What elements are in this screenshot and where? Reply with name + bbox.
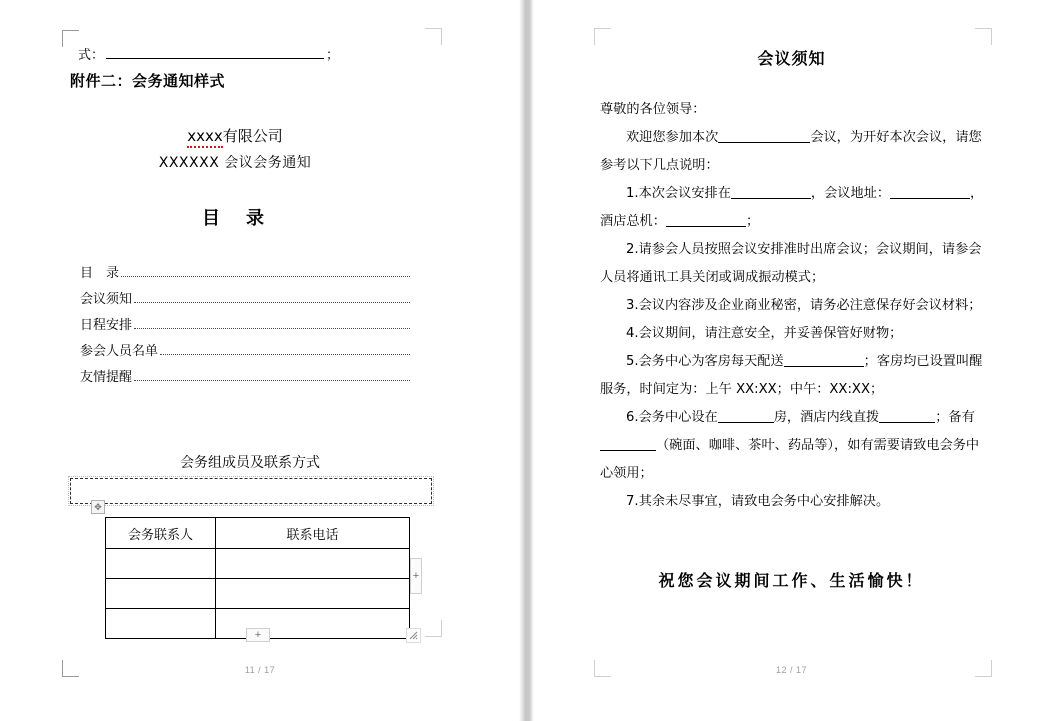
column-header-contact: 会务联系人 [106, 518, 216, 549]
company-name-suffix: 有限公司 [222, 127, 283, 145]
toc-leader-dots [160, 353, 410, 355]
crop-mark-top-right [975, 28, 992, 45]
text-run: 1.本次会议安排在 [626, 186, 731, 201]
document-subtitle: XXXXXX 会议会务通知 [158, 155, 312, 171]
paragraph-item-5 [600, 348, 988, 404]
page-number-right: 12 / 17 [775, 665, 808, 675]
text-run: ，会议地址： [810, 186, 891, 201]
toc-entry-label: 友情提醒 [80, 370, 133, 385]
paragraph-item-6 [600, 404, 988, 488]
table-of-contents [80, 262, 410, 392]
crop-mark-bottom-right [425, 620, 442, 637]
text-run: （碗面、咖啡、茶叶、药品等），如有需要请致电会务中心领用； [600, 438, 980, 481]
text-run: ；备有 [935, 410, 975, 425]
add-column-button[interactable]: + [410, 558, 422, 594]
contact-section-title: 会务组成员及联系方式 [180, 455, 320, 471]
paragraph-item-1 [600, 180, 988, 236]
table-header-row [106, 518, 410, 549]
toc-entry-label: 参会人员名单 [80, 344, 159, 359]
document-page-left [0, 0, 519, 721]
page-number-left: 11 / 17 [244, 665, 276, 675]
page-gutter [519, 0, 534, 721]
continuation-line [78, 44, 339, 63]
toc-entry-label: 会议须知 [80, 292, 133, 307]
fill-in-rule [106, 47, 324, 59]
document-page-right [534, 0, 1049, 721]
cell-contact[interactable] [106, 609, 216, 639]
cell-contact[interactable] [106, 579, 216, 609]
text-run: ；客房均已设置叫醒服务，时间定为：上午 XX:XX；中午：XX:XX； [600, 354, 983, 397]
toc-entry[interactable] [80, 288, 410, 314]
cell-phone[interactable] [215, 609, 409, 639]
move-handle-icon[interactable]: ✥ [91, 500, 105, 514]
toc-entry[interactable] [80, 366, 410, 392]
toc-entry[interactable] [80, 340, 410, 366]
salutation: 尊敬的各位领导： [600, 102, 706, 117]
fill-blank[interactable] [718, 409, 774, 423]
crop-mark-top-right [425, 28, 442, 45]
text-run: 会议，为开好本次会议，请您参考以下几点说明： [600, 130, 982, 173]
paragraph-item-4: 4.会议期间，请注意安全，并妥善保管好财物； [626, 326, 903, 341]
cell-contact[interactable] [106, 549, 216, 579]
toc-entry-label: 目 录 [80, 266, 120, 281]
toc-leader-dots [121, 275, 410, 277]
toc-leader-dots [134, 379, 410, 381]
table-resize-handle-icon[interactable] [406, 628, 421, 643]
contact-table [105, 517, 410, 639]
continuation-suffix: ； [326, 48, 340, 63]
cell-phone[interactable] [215, 549, 409, 579]
fill-blank[interactable] [718, 129, 810, 143]
toc-entry[interactable] [80, 262, 410, 288]
company-name-line [0, 125, 470, 146]
company-name-placeholder: xxxx [187, 127, 223, 148]
notice-body [600, 96, 988, 516]
fill-blank[interactable] [784, 353, 864, 367]
paragraph-intro [600, 124, 988, 180]
cell-phone[interactable] [215, 579, 409, 609]
continuation-prefix: 式： [78, 48, 105, 63]
text-run: 欢迎您参加本次 [626, 130, 719, 145]
toc-leader-dots [134, 301, 410, 303]
toc-leader-dots [134, 327, 410, 329]
notice-title: 会议须知 [757, 49, 826, 68]
toc-title: 目 录 [202, 208, 268, 229]
toc-entry[interactable] [80, 314, 410, 340]
crop-mark-top-left [62, 30, 79, 47]
text-run: 6.会务中心设在 [626, 410, 718, 425]
paragraph-item-3: 3.会议内容涉及企业商业秘密，请务必注意保存好会议材料； [626, 298, 982, 313]
fill-blank[interactable] [666, 213, 746, 227]
paragraph-item-2: 2.请参会人员按照会议安排准时出席会议；会议期间，请参会人员将通讯工具关闭或调成振动模式； [600, 242, 982, 285]
text-run: 房，酒店内线直拨 [773, 410, 880, 425]
fill-blank[interactable] [879, 409, 935, 423]
empty-textbox[interactable] [70, 478, 432, 504]
text-run: ，酒店总机： [600, 186, 984, 229]
toc-entry-label: 日程安排 [80, 318, 133, 333]
crop-mark-top-left [594, 28, 611, 45]
table-row[interactable] [106, 549, 410, 579]
text-run: 5.会务中心为客房每天配送 [626, 354, 784, 369]
table-row[interactable] [106, 579, 410, 609]
fill-blank[interactable] [731, 185, 811, 199]
fill-blank[interactable] [890, 185, 970, 199]
text-run: ； [745, 214, 760, 229]
paragraph-item-7: 7.其余未尽事宜，请致电会务中心安排解决。 [626, 494, 890, 509]
attachment-heading: 附件二：会务通知样式 [70, 72, 226, 90]
column-header-phone: 联系电话 [215, 518, 409, 549]
fill-blank[interactable] [600, 437, 656, 451]
add-row-button[interactable]: + [246, 628, 270, 642]
closing-wish: 祝您会议期间工作、生活愉快！ [658, 571, 925, 590]
